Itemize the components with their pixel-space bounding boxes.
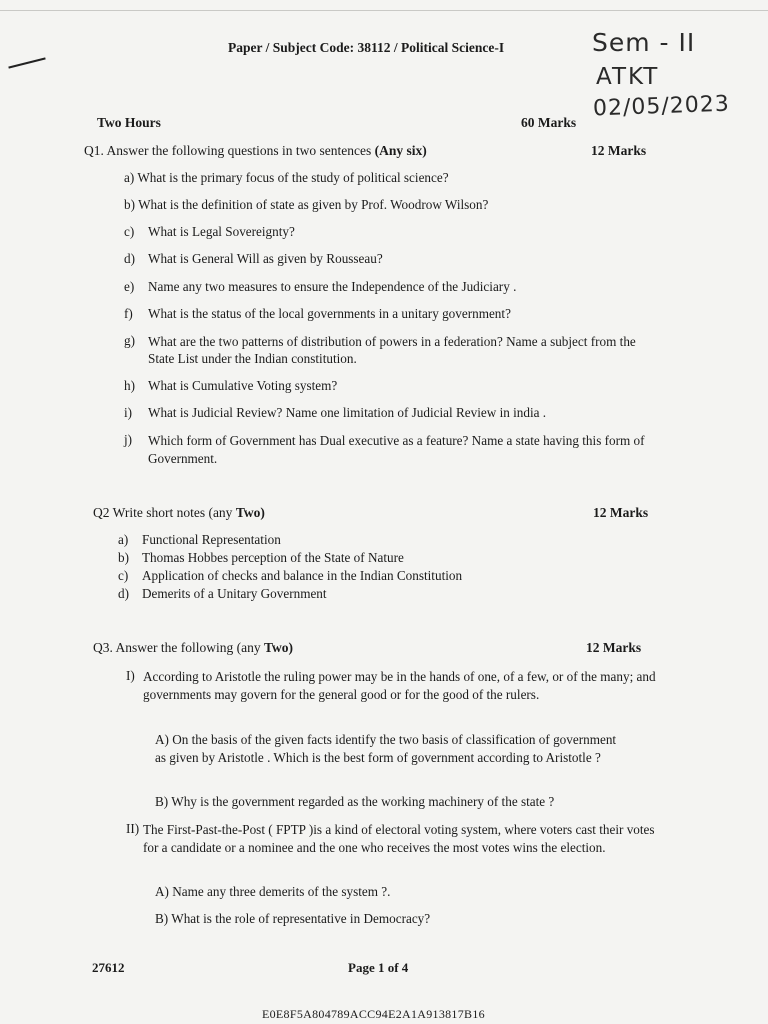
- item-text: What is the definition of state as given by Prof. Woodrow Wilson?: [138, 197, 489, 212]
- handwritten-date: 02/05/2023: [592, 91, 731, 122]
- q1-item-j: [124, 432, 654, 468]
- item-label: a): [124, 170, 135, 185]
- item-text: Demerits of a Unitary Government: [142, 586, 327, 601]
- item-label: e): [124, 279, 135, 294]
- q3-part-1: [126, 668, 656, 703]
- part-text: According to Aristotle the ruling power may be in the hands of one, of a few, or of the many; and governments may govern for the general good or for the good of the rulers.: [143, 669, 656, 702]
- item-text: What is Legal Sovereignty?: [148, 224, 295, 239]
- scan-edge-line: [0, 10, 768, 11]
- item-text: Name any two measures to ensure the Independence of the Judiciary .: [148, 279, 517, 294]
- q3-marks: 12 Marks: [586, 640, 642, 655]
- q1-item-c: [124, 224, 664, 240]
- item-label: h): [124, 378, 135, 393]
- item-label: c): [118, 568, 129, 583]
- part-label: II): [126, 821, 140, 836]
- q2-choice: Two): [235, 505, 265, 520]
- q1-item-g: [124, 333, 664, 367]
- paper-header: Paper / Subject Code: 38112 / Political Science-I: [228, 40, 505, 55]
- q1-item-f: [124, 306, 664, 322]
- q3-part-2: [126, 821, 656, 856]
- q3-choice: Two): [263, 640, 293, 655]
- item-label: d): [124, 251, 135, 266]
- item-label: b): [118, 550, 129, 565]
- q3-part-2-sub-a: A) Name any three demerits of the system ?.: [155, 884, 391, 899]
- exam-duration: Two Hours: [97, 115, 161, 130]
- item-text: Application of checks and balance in the Indian Constitution: [142, 568, 463, 583]
- item-label: a): [118, 532, 129, 547]
- q3-part-2-sub-b: B) What is the role of representative in Democracy?: [155, 911, 431, 926]
- handwritten-atkt: ATKT: [596, 64, 660, 90]
- q1-marks: 12 Marks: [591, 143, 647, 158]
- item-text: What is the status of the local governments in a unitary government?: [148, 306, 511, 321]
- item-label: j): [124, 432, 133, 447]
- q2-item-d: [118, 586, 327, 602]
- item-text: What is General Will as given by Rousseau?: [148, 251, 383, 266]
- pen-mark: [8, 57, 45, 68]
- q1-choice: (Any six): [374, 143, 427, 158]
- item-text: Which form of Government has Dual executive as a feature? Name a state having this form of Government.: [148, 433, 645, 466]
- q2-item-c: [118, 568, 462, 584]
- q1-item-d: [124, 251, 664, 267]
- item-text: Functional Representation: [142, 532, 281, 547]
- q1-heading: [84, 143, 427, 159]
- q1-item-e: [124, 279, 664, 295]
- paper-code-footer: 27612: [92, 960, 125, 975]
- q2-heading: [93, 505, 265, 521]
- item-text: What is the primary focus of the study of political science?: [137, 170, 449, 185]
- page-number: Page 1 of 4: [348, 960, 409, 975]
- q1-item-h: [124, 378, 664, 394]
- q3-instruction: Q3. Answer the following (any: [93, 640, 264, 655]
- q3-part-1-sub-a: A) On the basis of the given facts identify the two basis of classification of government as given by Aristotle . Which is the best form of government according to Aristotle ?: [155, 732, 617, 765]
- item-label: d): [118, 586, 129, 601]
- document-hash: E0E8F5A804789ACC94E2A1A913817B16: [262, 1007, 485, 1021]
- item-text: What is Judicial Review? Name one limitation of Judicial Review in india .: [148, 405, 547, 420]
- q1-item-a: [124, 170, 664, 186]
- item-label: f): [124, 306, 133, 321]
- q3-heading: [93, 640, 293, 656]
- item-text: What is Cumulative Voting system?: [148, 378, 338, 393]
- q2-item-b: [118, 550, 404, 566]
- item-text: What are the two patterns of distribution of powers in a federation? Name a subject from the State List under the Indian constitution.: [148, 334, 636, 366]
- q1-item-i: [124, 405, 664, 421]
- handwritten-semester: Sem - II: [592, 28, 696, 57]
- exam-total-marks: 60 Marks: [521, 115, 577, 130]
- item-label: c): [124, 224, 135, 239]
- q2-item-a: [118, 532, 281, 548]
- part-text: The First-Past-the-Post ( FPTP )is a kind of electoral voting system, where voters cast their votes for a candidate or a nominee and the one who receives the most votes wins the election.: [143, 822, 655, 855]
- q2-instruction: Q2 Write short notes (any: [93, 505, 236, 520]
- q1-instruction: Q1. Answer the following questions in two sentences: [84, 143, 375, 158]
- item-label: g): [124, 333, 135, 348]
- item-label: i): [124, 405, 133, 420]
- part-label: I): [126, 668, 135, 683]
- q3-part-1-sub-b: B) Why is the government regarded as the working machinery of the state ?: [155, 794, 555, 809]
- q1-item-b: [124, 197, 664, 213]
- item-label: b): [124, 197, 135, 212]
- item-text: Thomas Hobbes perception of the State of Nature: [142, 550, 404, 565]
- q2-marks: 12 Marks: [593, 505, 649, 520]
